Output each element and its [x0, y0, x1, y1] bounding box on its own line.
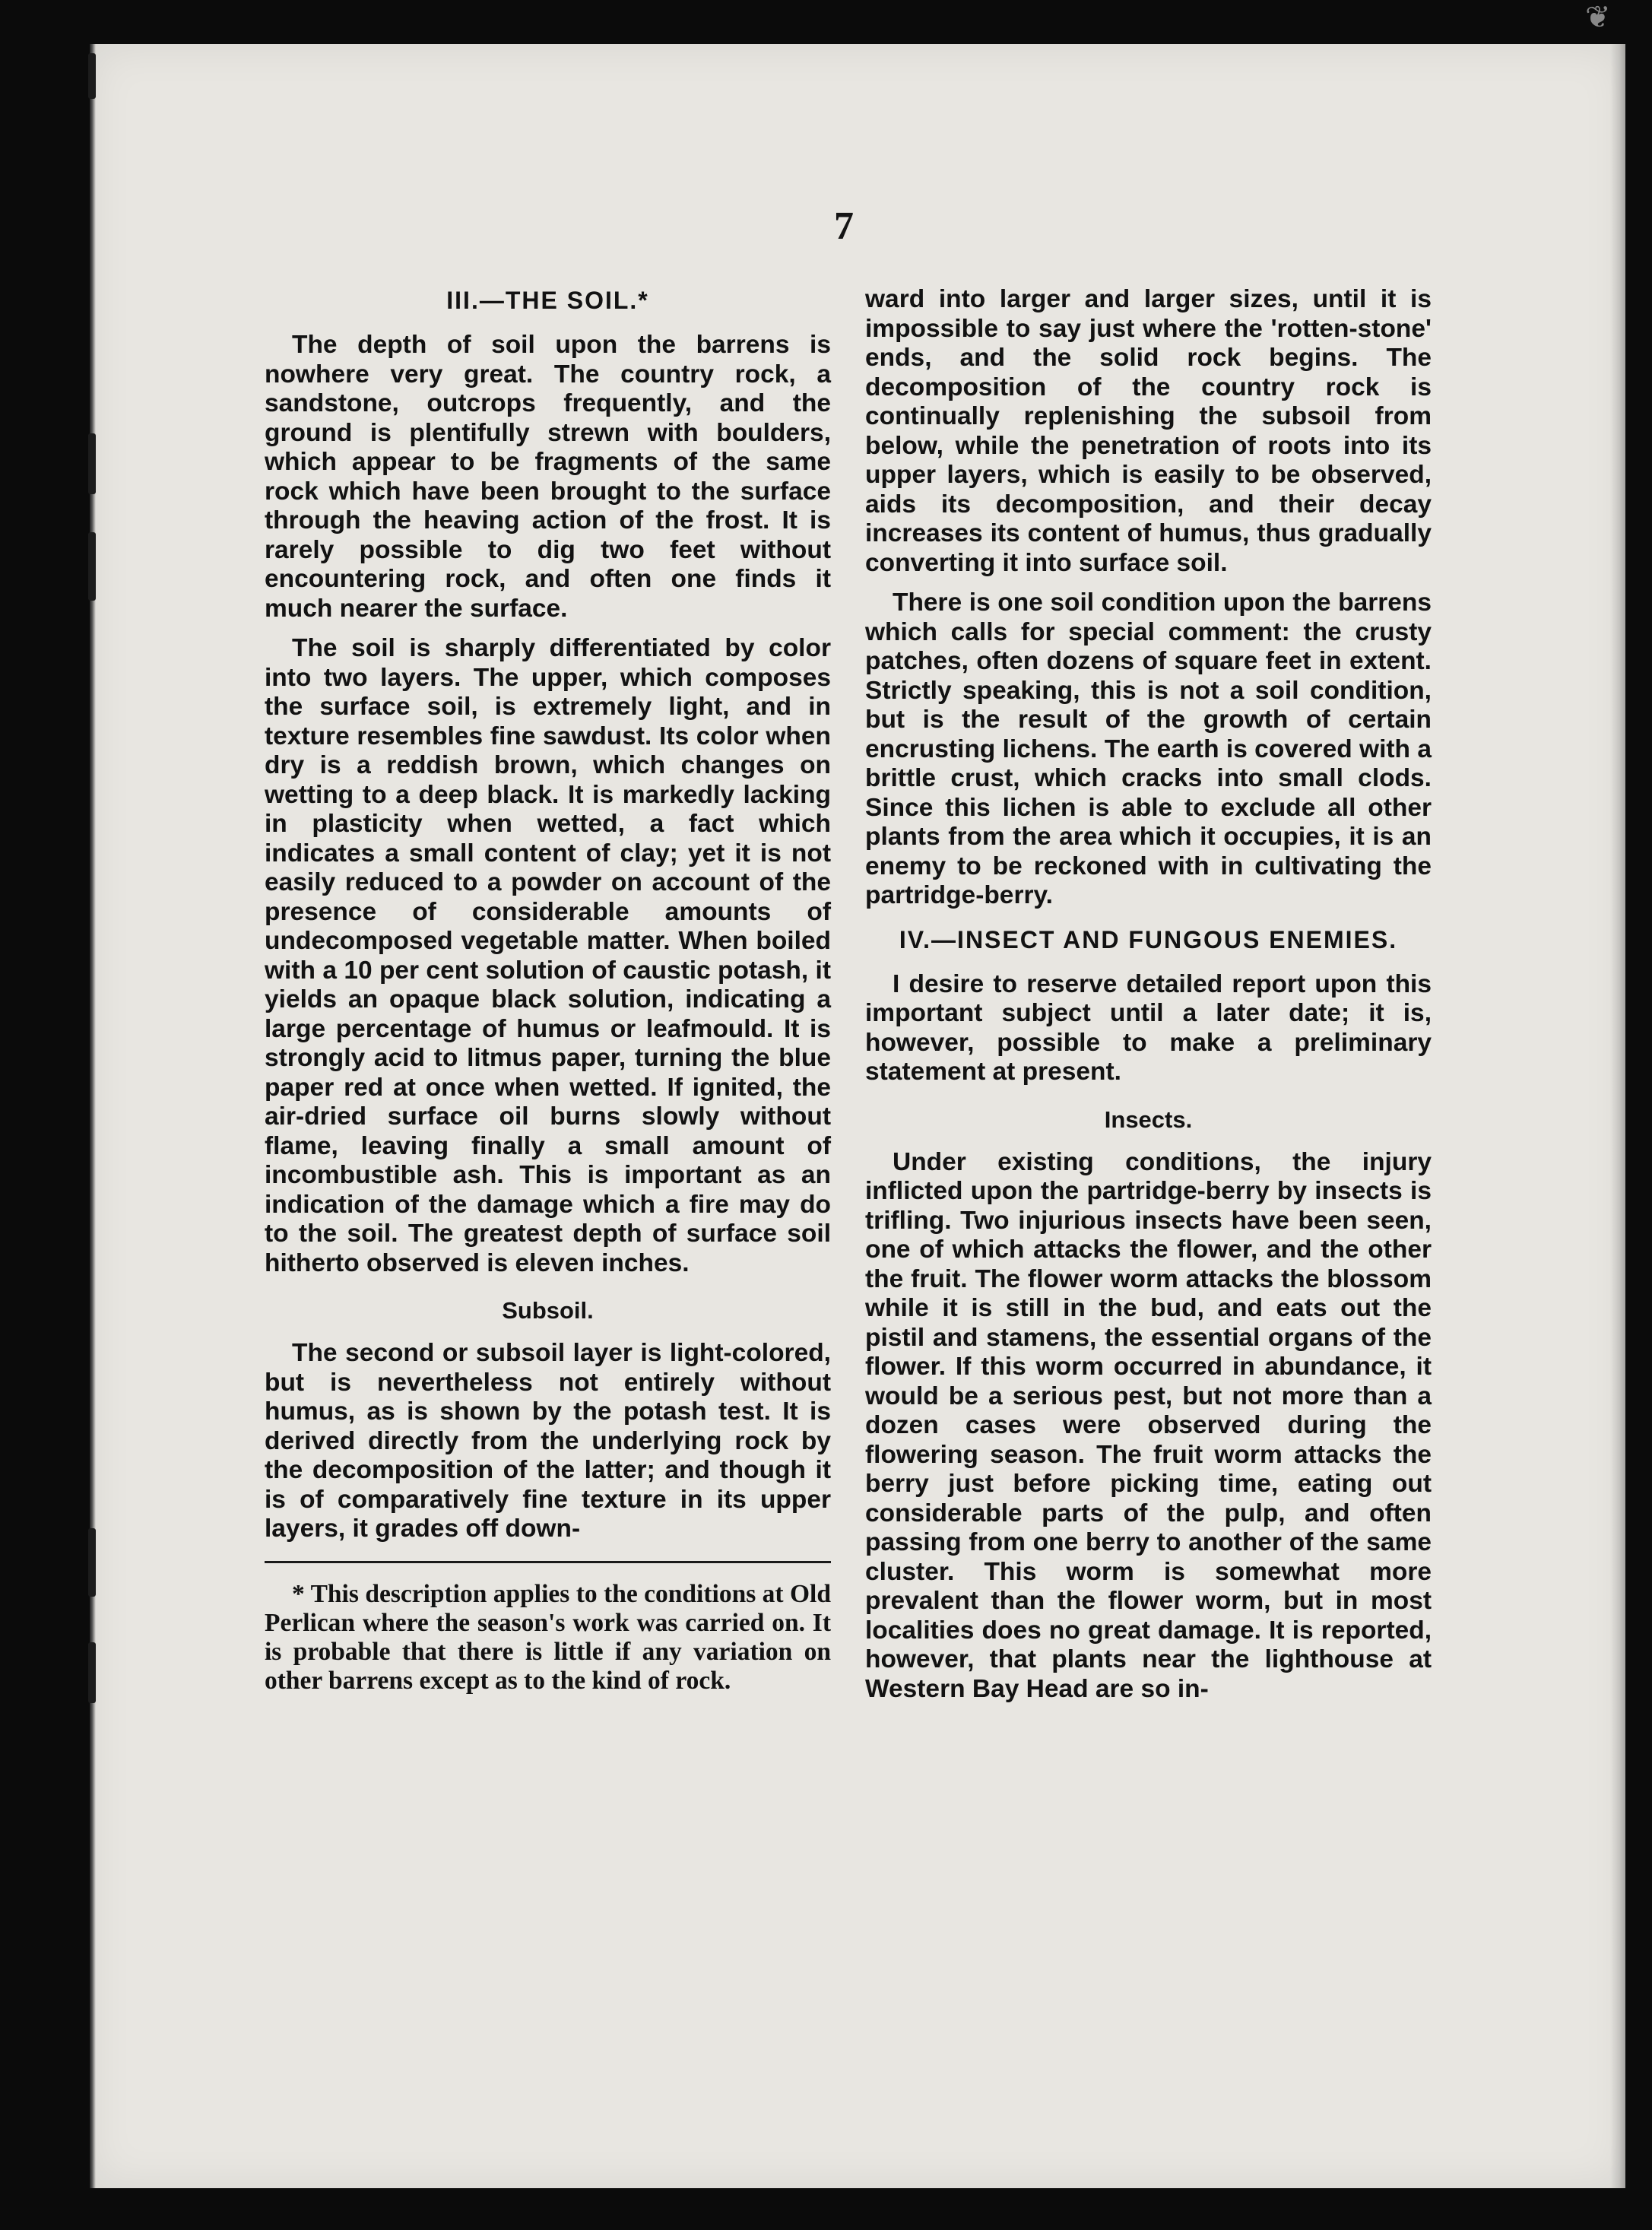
right-column — [865, 285, 1432, 1715]
paragraph: Under existing conditions, the injury inflicted upon the partridge-berry by insects is trifling. Two injurious insects have been seen, one of which attacks the flower, and the other the fruit. The flower worm attacks the blossom while it is still in the bud, and eats out the pistil and stamens, the essential organs of the flower. If this worm occurred in abundance, it would be a serious pest, but not more than a dozen cases were observed during the flowering season. The fruit worm attacks the berry just before picking time, eating out considerable parts of the pulp, and often passing from one berry to another of the same cluster. This worm is somewhat more prevalent than the flower worm, but in most localities does no great damage. It is reported, however, that plants near the lighthouse at Western Bay Head are so in- — [865, 1147, 1432, 1703]
page-gutter-shadow — [90, 44, 96, 2188]
binding-mark — [88, 1642, 96, 1703]
paragraph: There is one soil condition upon the barrens which calls for special comment: the crusty patches, often dozens of square feet in extent. Strictly speaking, this is not a soil condition, but is the result of the growth of certain encrusting lichens. The earth is covered with a brittle crust, which cracks into small clods. Since this lichen is able to exclude all other plants from the area which it occupies, it is an enemy to be reckoned with in cultivating the partridge-berry. — [865, 588, 1432, 909]
page-edge-shadow — [1610, 44, 1625, 2188]
footnote-divider — [265, 1561, 831, 1563]
footnote: * This description applies to the conditions at Old Perlican where the season's work was carried on. It is probable that there is little if any variation on other barrens except as to the kind of rock. — [265, 1579, 831, 1695]
paragraph: The second or subsoil layer is light-colored, but is nevertheless not entirely without humus, as is shown by the potash test. It is derived directly from the underlying rock by the decomposition of the latter; and though it is of comparatively fine texture in its upper layers, it grades off down- — [265, 1339, 831, 1543]
paragraph: The depth of soil upon the barrens is nowhere very great. The country rock, a sandstone, outcrops frequently, and the ground is plentifully strewn with boulders, which appear to be fragments of the same rock which have been brought to the surface through the heaving action of the frost. It is rarely possible to dig two feet without encountering rock, and often one finds it much nearer the surface. — [265, 331, 831, 623]
paragraph: I desire to reserve detailed report upon this important subject until a later date; it is, however, possible to make a preliminary statement at present. — [865, 969, 1432, 1086]
binding-mark — [88, 1528, 96, 1597]
corner-smudge-icon: ❦ — [1585, 0, 1611, 35]
left-column — [265, 285, 831, 1695]
section-heading-enemies: IV.—INSECT AND FUNGOUS ENEMIES. — [899, 925, 1398, 953]
binding-mark — [88, 532, 96, 601]
binding-mark — [88, 433, 96, 494]
binding-mark — [88, 53, 96, 99]
paragraph: The soil is sharply differentiated by color into two layers. The upper, which composes the surface soil, is extremely light, and in texture resembles fine sawdust. Its color when dry is a reddish brown, which changes on wetting to a deep black. It is markedly lacking in plasticity when wetted, a fact which indicates a small content of clay; yet it is not easily reduced to a powder on account of the presence of considerable amounts of undecomposed vegetable matter. When boiled with a 10 per cent solution of caustic potash, it yields an opaque black solution, indicating a large percentage of humus or leafmould. It is strongly acid to litmus paper, turning the blue paper red at once when wetted. If ignited, the air-dried surface oil burns slowly without flame, leaving finally a small amount of incombustible ash. This is important as an indication of the damage which a fire may do to the soil. The greatest depth of surface soil hitherto observed is eleven inches. — [265, 634, 831, 1277]
section-heading-soil: III.—THE SOIL.* — [446, 287, 649, 314]
subheading-insects: Insects. — [1104, 1105, 1193, 1133]
paragraph: ward into larger and larger sizes, until it is impossible to say just where the 'rotten-stone' ends, and the solid rock begins. The decomposition of the country rock is continually replenishing the subsoil from below, while the penetration of roots into its upper layers, which is easily to be observed, aids its decomposition, and their decay increases its content of humus, thus gradually converting it into surface soil. — [865, 285, 1432, 577]
subheading-subsoil: Subsoil. — [502, 1297, 594, 1324]
page-number: 7 — [834, 205, 854, 248]
